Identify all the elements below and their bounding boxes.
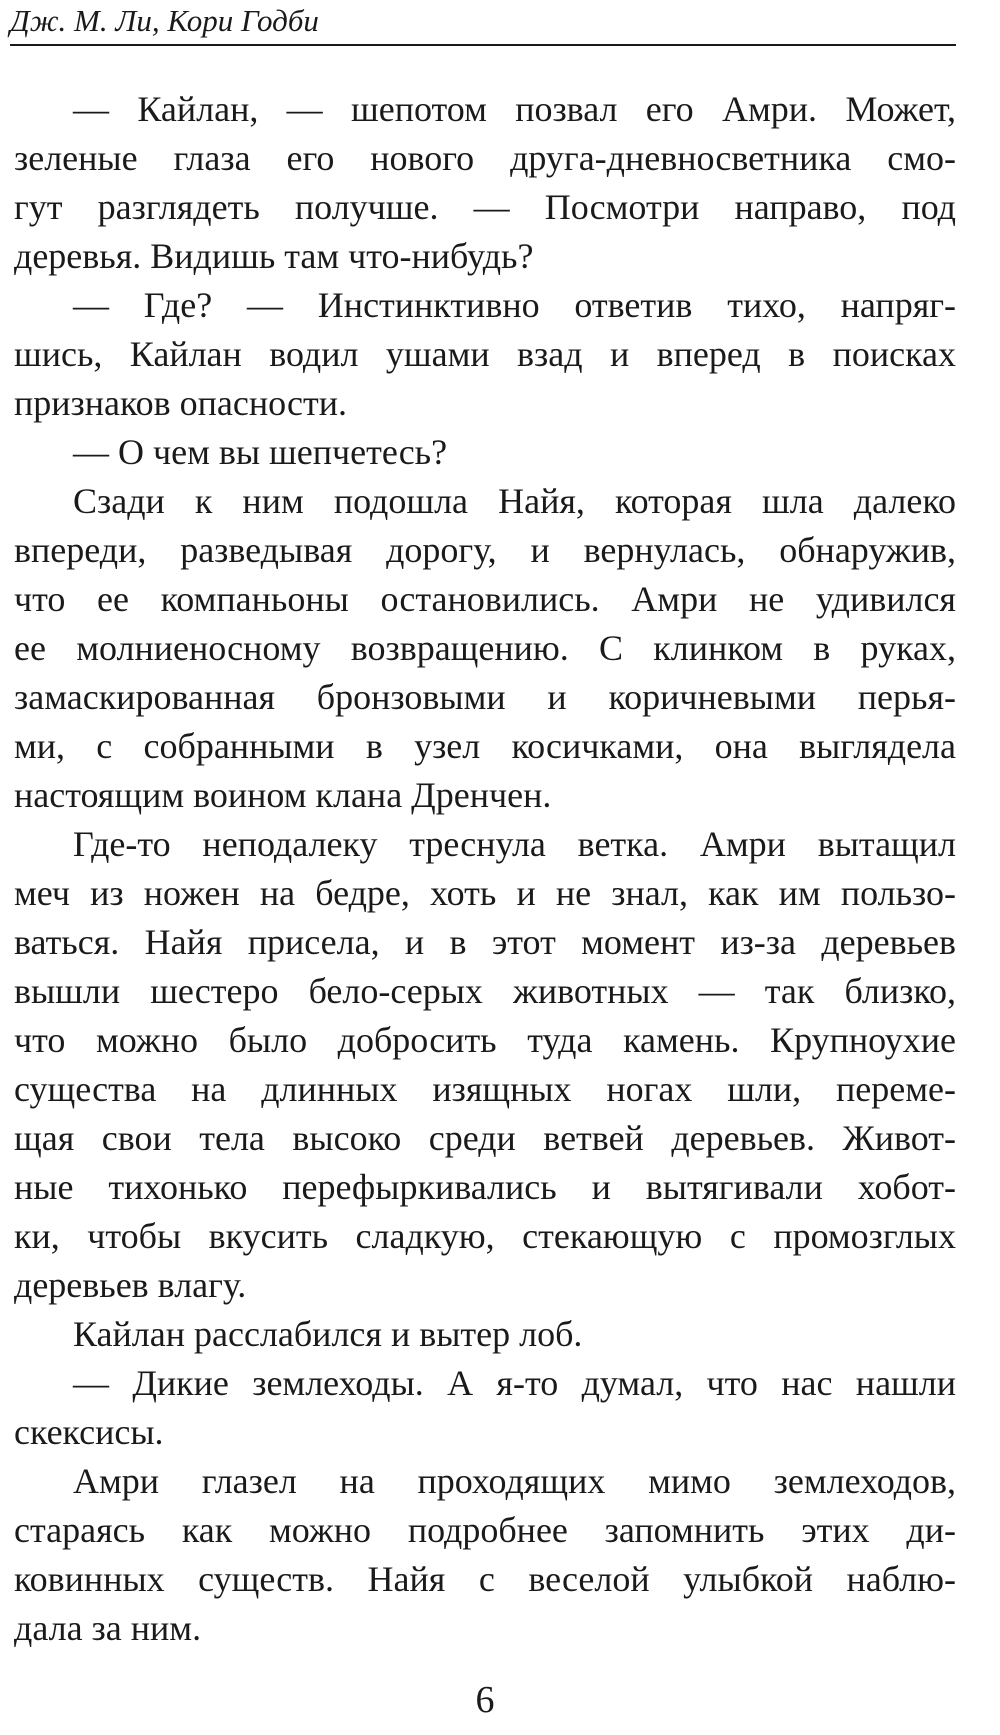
text-line: ваться. Найя присела, и в этот момент из-за деревьев [14,922,956,962]
text-line: ковинных существ. Найя с веселой улыбкой наблю- [14,1559,956,1599]
text-line: — Кайлан, — шепотом позвал его Амри. Может, [73,89,956,129]
text-line: ки, чтобы вкусить сладкую, стекающую с промозглых [14,1216,956,1256]
text-line: Кайлан расслабился и вытер лоб. [73,1314,583,1354]
text-line: Сзади к ним подошла Найя, которая шла далеко [73,481,956,521]
text-line: стараясь как можно подробнее запомнить этих ди- [14,1510,956,1550]
text-line: ее молниеносному возвращению. С клинком в руках, [14,628,956,668]
text-line: — Дикие землеходы. А я-то думал, что нас нашли [73,1363,956,1403]
text-line: зеленые глаза его нового друга-дневносветника смо- [14,138,956,178]
text-line: Амри глазел на проходящих мимо землеходов, [73,1461,956,1501]
text-line: ми, с собранными в узел косичками, она выглядела [14,726,956,766]
text-line: щая свои тела высоко среди ветвей деревьев. Живот- [14,1118,956,1158]
text-line: настоящим воином клана Дренчен. [14,775,552,815]
text-line: меч из ножен на бедре, хоть и не знал, как им пользо- [14,873,956,913]
text-line: деревьев влагу. [14,1265,247,1305]
running-head-authors: Дж. М. Ли, Кори Годби [10,3,319,38]
text-line: — О чем вы шепчетесь? [73,432,448,472]
body-text [14,85,956,1653]
text-line: скексисы. [14,1412,164,1452]
text-line: — Где? — Инстинктивно ответив тихо, напряг- [73,285,956,325]
text-line: признаков опасности. [14,383,348,423]
page-number: 6 [475,1679,495,1721]
text-line: вышли шестеро бело-серых животных — так близко, [14,971,956,1011]
text-line: дала за ним. [14,1608,202,1648]
text-line: замаскированная бронзовыми и коричневыми перья- [14,677,956,717]
text-line: Где-то неподалеку треснула ветка. Амри вытащил [73,824,956,864]
text-line: шись, Кайлан водил ушами взад и вперед в поисках [14,334,956,374]
text-line: что ее компаньоны остановились. Амри не удивился [14,579,956,619]
text-line: ные тихонько перефыркивались и вытягивали хобот- [14,1167,956,1207]
text-line: что можно было добросить туда камень. Крупноухие [14,1020,956,1060]
text-line: деревья. Видишь там что-нибудь? [14,236,534,276]
text-line: впереди, разведывая дорогу, и вернулась, обнаружив, [14,530,956,570]
text-line: гут разглядеть получше. — Посмотри направо, под [14,187,956,227]
text-line: существа на длинных изящных ногах шли, переме- [14,1069,956,1109]
running-head [10,0,956,46]
